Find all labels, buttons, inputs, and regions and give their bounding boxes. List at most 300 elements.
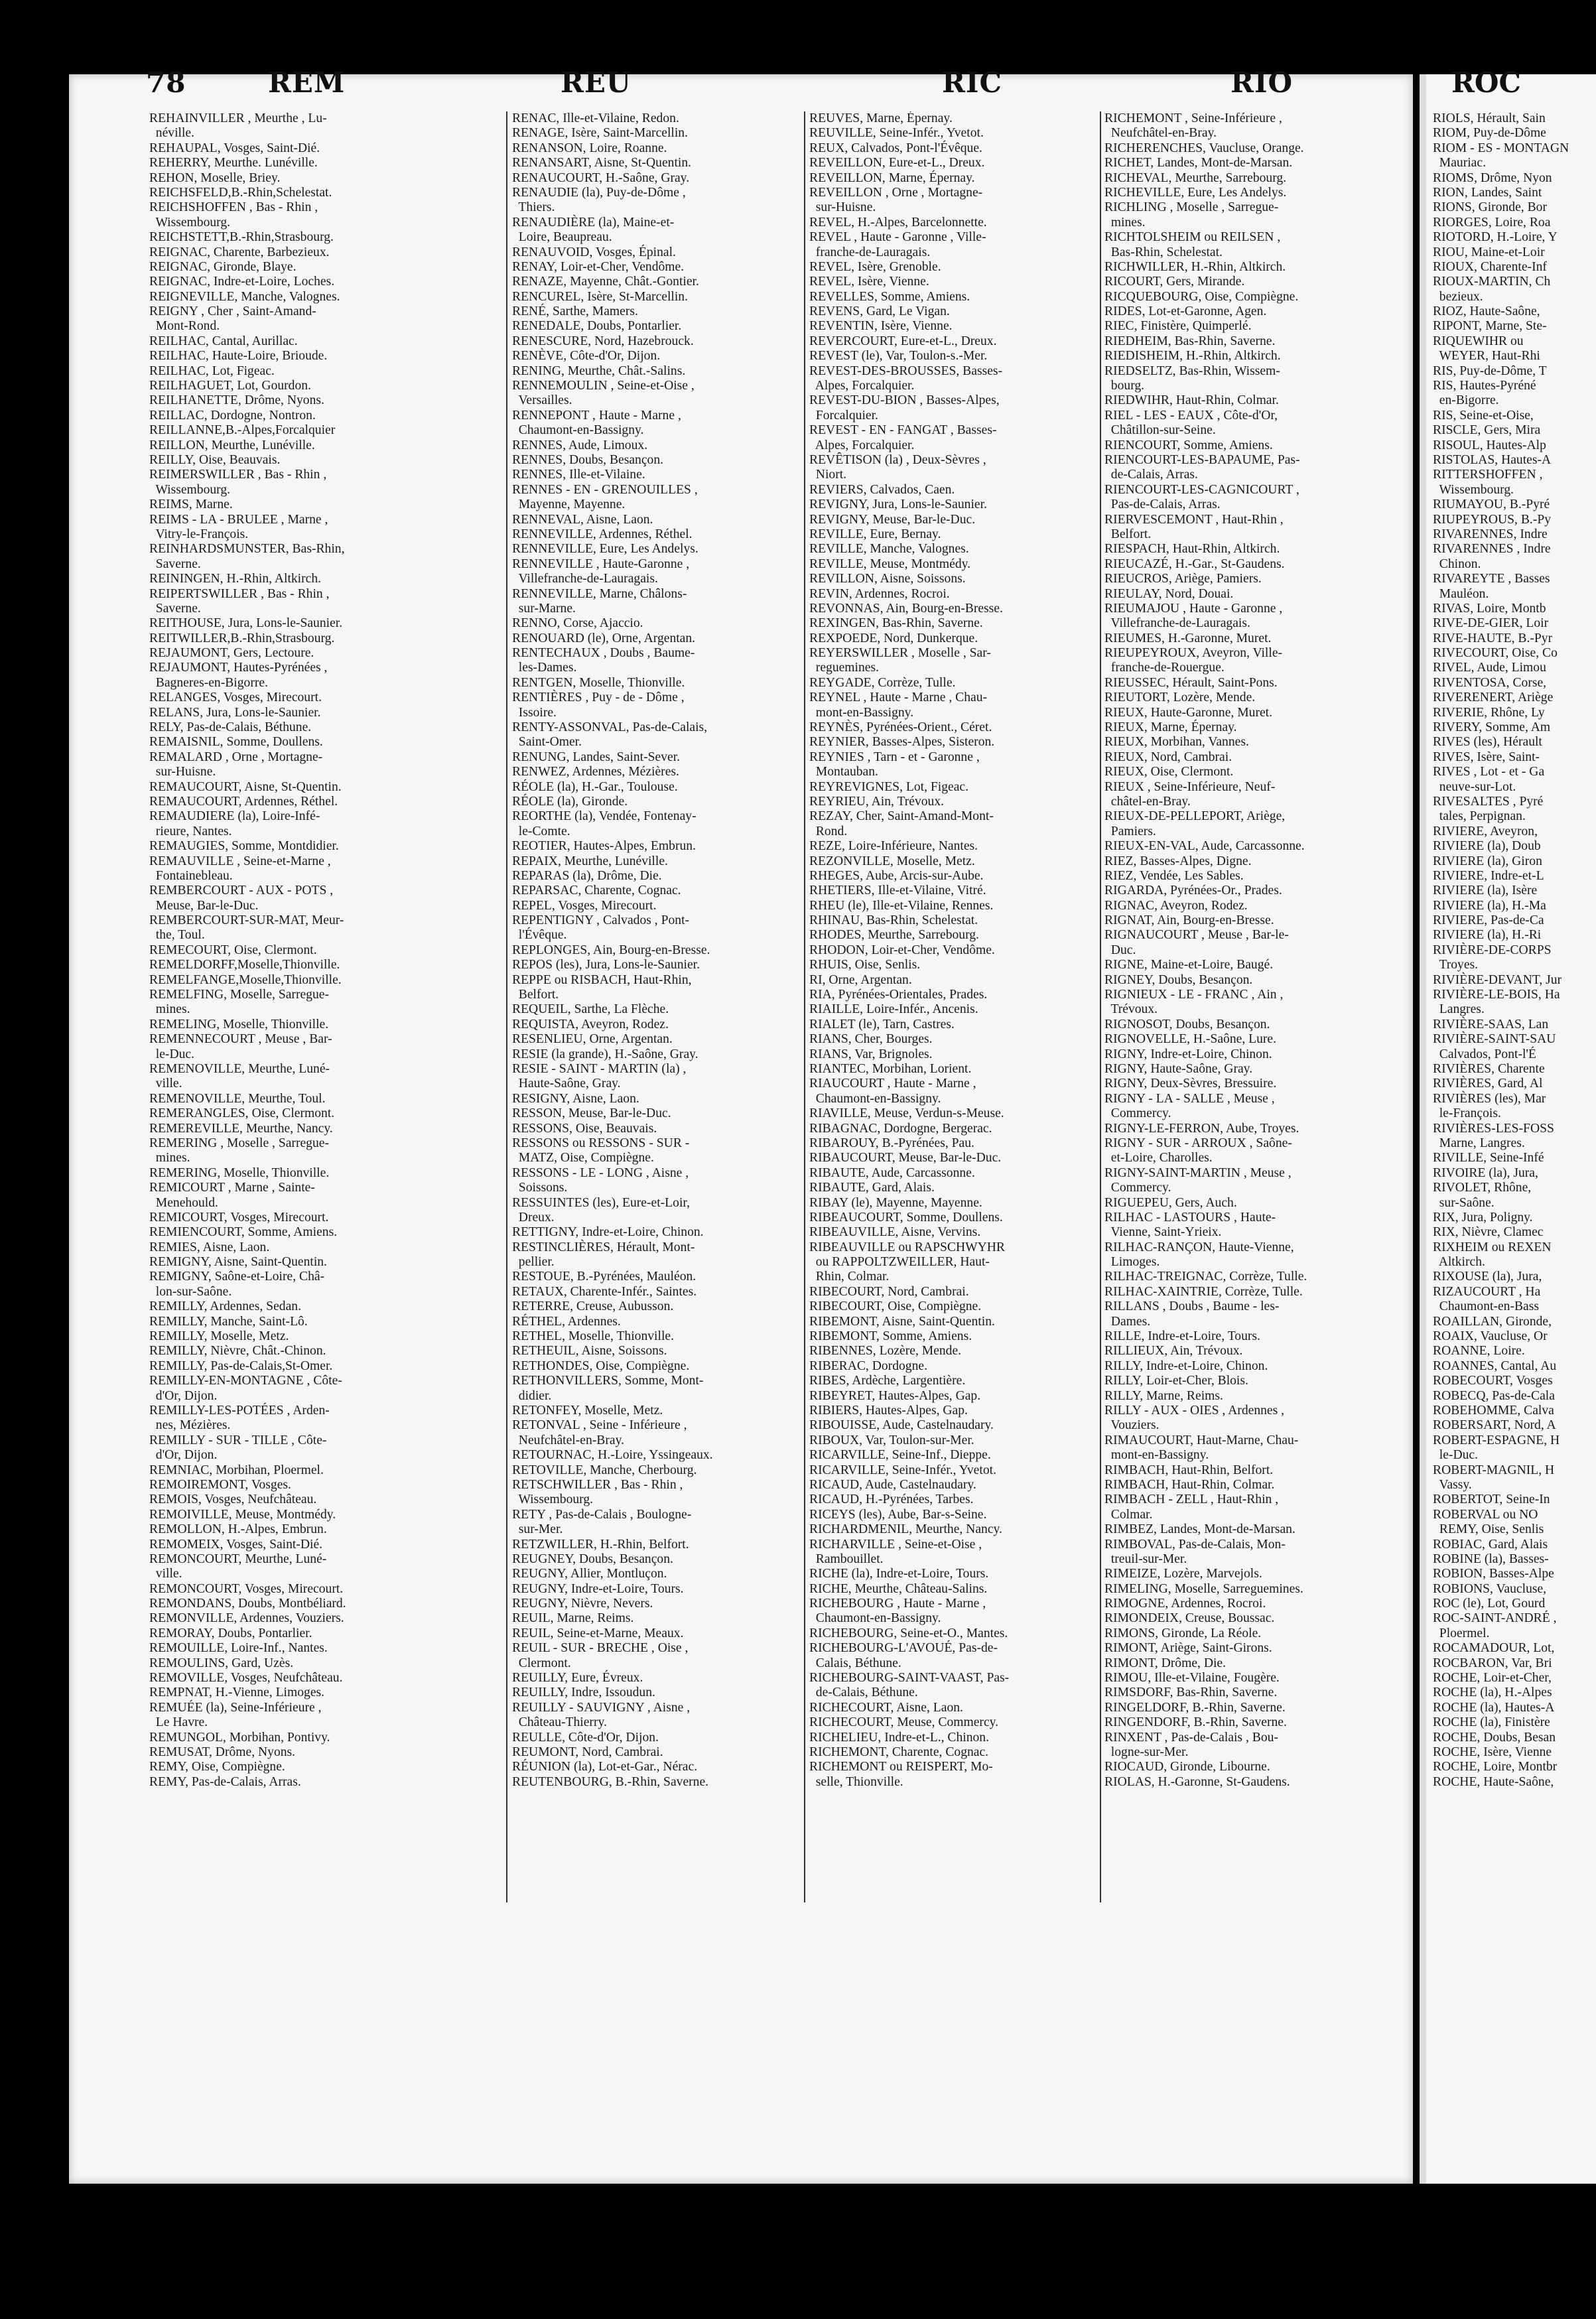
entry-line: REXPOEDE, Nord, Dunkerque. (809, 631, 978, 645)
entry-line: REIGNAC, Gironde, Blaye. (149, 259, 297, 274)
entry-line: RIVARENNES, Indre (1433, 527, 1548, 541)
entry-line: RIOU, Maine-et-Loir (1433, 245, 1545, 259)
entry-line: Mont-Rond. (149, 319, 220, 334)
entry-line: RENANSON, Loire, Roanne. (512, 141, 667, 155)
entry-line: REMBERCOURT-SUR-MAT, Meur- (149, 913, 344, 928)
adjacent-page-column (1433, 111, 1596, 1790)
entry-line: ROANNE, Loire. (1433, 1344, 1525, 1358)
entry-line: RIEUPEYROUX, Aveyron, Ville- (1104, 646, 1283, 661)
entry-line: RIVIÈRE-DE-CORPS (1433, 943, 1552, 957)
entry-line: ROC-SAINT-ANDRÉ , (1433, 1611, 1557, 1626)
entry-line: REITHOUSE, Jura, Lons-le-Saunier. (149, 616, 343, 631)
entry-line: REJAUMONT, Hautes-Pyrénées , (149, 661, 328, 675)
entry-line: ROBINE (la), Basses- (1433, 1552, 1549, 1566)
entry-line: néville. (149, 126, 195, 141)
entry-line: RELANGES, Vosges, Mirecourt. (149, 691, 322, 705)
entry-line: REMELFING, Moselle, Sarregue- (149, 988, 329, 1002)
entry-line: REMUSAT, Drôme, Nyons. (149, 1745, 296, 1759)
entry-line: RIMSDORF, Bas-Rhin, Saverne. (1104, 1686, 1278, 1700)
running-header-3: RIC (942, 66, 1002, 99)
entry-line: REMAUCOURT, Aisne, St-Quentin. (149, 779, 342, 794)
entry-line: REMONDANS, Doubs, Montbéliard. (149, 1597, 346, 1611)
entry-line: RENNEVILLE , Haute-Garonne , (512, 557, 690, 571)
entry-line: RIOUX, Charente-Inf (1433, 259, 1547, 274)
entry-line: RIVOLET, Rhône, (1433, 1181, 1532, 1195)
entry-line: REPAIX, Meurthe, Lunéville. (512, 854, 668, 868)
entry-line: RIVIERE, Aveyron, (1433, 824, 1538, 838)
entry-line: RENTECHAUX , Doubs , Baume- (512, 646, 695, 661)
entry-line: Wissembourg. (149, 482, 231, 497)
entry-line: RIVENTOSA, Corse, (1433, 675, 1547, 690)
entry-line: RIBECOURT, Nord, Cambrai. (809, 1284, 969, 1299)
entry-line: RIBAUTE, Aude, Carcassonne. (809, 1165, 975, 1180)
entry-line: RENNEPONT , Haute - Marne , (512, 408, 681, 423)
entry-line: Haute-Saône, Gray. (512, 1077, 621, 1091)
entry-line: REMUÉE (la), Seine-Inférieure , (149, 1700, 322, 1715)
entry-line: REVEST-DES-BROUSSES, Basses- (809, 364, 1003, 378)
entry-line: RIMEIZE, Lozère, Marvejols. (1104, 1567, 1262, 1581)
entry-line: RICHERENCHES, Vaucluse, Orange. (1104, 141, 1304, 155)
entry-line: REQUEIL, Sarthe, La Flèche. (512, 1002, 669, 1017)
entry-line: RIXHEIM ou REXEN (1433, 1240, 1552, 1254)
entry-line: le-Comte. (512, 824, 570, 838)
entry-line: RÉTHEL, Ardennes. (512, 1314, 621, 1329)
column-rule (804, 111, 805, 1902)
entry-line: Calvados, Pont-l'É (1433, 1047, 1536, 1061)
entry-line: ROCHE, Doubs, Besan (1433, 1730, 1556, 1745)
entry-line: RENNES, Ille-et-Vilaine. (512, 468, 645, 482)
entry-line: RESENLIEU, Orne, Argentan. (512, 1032, 673, 1047)
entry-line: REZE, Loire-Inférieure, Nantes. (809, 839, 978, 854)
entry-line: Chaumont-en-Bassigny. (809, 1611, 941, 1626)
entry-line: REYERSWILLER , Moselle , Sar- (809, 646, 991, 661)
entry-line: Le Havre. (149, 1715, 208, 1730)
entry-line: REMILLY-EN-MONTAGNE , Côte- (149, 1374, 342, 1388)
entry-line: RILLY, Marne, Reims. (1104, 1388, 1223, 1403)
entry-line: REIPERTSWILLER , Bas - Rhin , (149, 586, 330, 601)
entry-line: REILLANNE,B.-Alpes,Forcalquier (149, 423, 336, 438)
entry-line: ROBERT-MAGNIL, H (1433, 1463, 1555, 1477)
entry-line: tales, Perpignan. (1433, 809, 1526, 824)
entry-line: RIEUCAZÉ, H.-Gar., St-Gaudens. (1104, 557, 1285, 571)
entry-line: RICHEBOURG, Seine-et-O., Mantes. (809, 1626, 1008, 1640)
entry-line: Bagneres-en-Bigorre. (149, 675, 268, 690)
entry-line: RESSONS ou RESSONS - SUR - (512, 1136, 690, 1150)
entry-line: Belfort. (1104, 527, 1152, 541)
entry-line: Limoges. (1104, 1255, 1160, 1270)
entry-line: REUILLY, Eure, Évreux. (512, 1671, 643, 1686)
entry-line: RIENCOURT, Somme, Amiens. (1104, 438, 1273, 452)
entry-line: REMOUILLE, Loire-Inf., Nantes. (149, 1641, 328, 1656)
entry-line: RIBEAUCOURT, Somme, Doullens. (809, 1210, 1003, 1225)
entry-line: REVILLON, Aisne, Soissons. (809, 572, 966, 586)
entry-line: REINHARDSMUNSTER, Bas-Rhin, (149, 542, 345, 557)
entry-line: RESIGNY, Aisne, Laon. (512, 1091, 639, 1106)
entry-line: RIGUEPEU, Gers, Auch. (1104, 1195, 1237, 1210)
entry-line: sur-Marne. (512, 601, 576, 616)
entry-line: RIEUX, Haute-Garonne, Muret. (1104, 705, 1273, 720)
entry-line: RICHE (la), Indre-et-Loire, Tours. (809, 1567, 989, 1581)
entry-line: RIBEMONT, Aisne, Saint-Quentin. (809, 1314, 995, 1329)
entry-line: RHODON, Loir-et-Cher, Vendôme. (809, 943, 995, 957)
entry-line: RELY, Pas-de-Calais, Béthune. (149, 720, 312, 735)
entry-line: REMNIAC, Morbihan, Ploermel. (149, 1463, 324, 1477)
entry-line: REVONNAS, Ain, Bourg-en-Bresse. (809, 601, 1003, 616)
entry-line: Mauléon. (1433, 586, 1489, 601)
entry-line: Châtillon-sur-Seine. (1104, 423, 1216, 438)
entry-line: RENAZE, Mayenne, Chât.-Gontier. (512, 275, 699, 289)
entry-line: RHODES, Meurthe, Sarrebourg. (809, 928, 979, 943)
entry-line: RETSCHWILLER , Bas - Rhin , (512, 1477, 683, 1492)
entry-line: Duc. (1104, 943, 1136, 957)
entry-line: RIVE-DE-GIER, Loir (1433, 616, 1549, 631)
entry-line: RIDES, Lot-et-Garonne, Agen. (1104, 304, 1267, 319)
entry-line: REMOIVILLE, Meuse, Montmédy. (149, 1507, 336, 1522)
entry-line: RENNES, Aude, Limoux. (512, 438, 648, 452)
entry-line: Forcalquier. (809, 408, 878, 423)
entry-line: REYRIEU, Ain, Trévoux. (809, 794, 945, 809)
entry-line: RIEUX , Seine-Inférieure, Neuf- (1104, 779, 1276, 794)
entry-line: REMECOURT, Oise, Clermont. (149, 943, 317, 957)
entry-line: RÉOLE (la), H.-Gar., Toulouse. (512, 779, 678, 794)
running-header-4: RIO (1230, 66, 1294, 99)
entry-line: Troyes. (1433, 958, 1479, 972)
entry-line: ROBIONS, Vaucluse, (1433, 1581, 1547, 1596)
entry-line: RETERRE, Creuse, Aubusson. (512, 1299, 674, 1314)
entry-line: RIERVESCEMONT , Haut-Rhin , (1104, 512, 1284, 527)
entry-line: châtel-en-Bray. (1104, 794, 1191, 809)
entry-line: sur-Mer. (512, 1522, 563, 1537)
entry-line: REMOVILLE, Vosges, Neufchâteau. (149, 1671, 343, 1686)
entry-line: RESIE (la grande), H.-Saône, Gray. (512, 1047, 698, 1061)
entry-line: RIMOGNE, Ardennes, Rocroi. (1104, 1597, 1266, 1611)
entry-line: Calais, Béthune. (809, 1656, 901, 1670)
entry-line: RICHEMONT, Charente, Cognac. (809, 1745, 989, 1759)
entry-line: REUVES, Marne, Épernay. (809, 111, 953, 125)
entry-line: REVERCOURT, Eure-et-L., Dreux. (809, 334, 997, 348)
entry-line: REUIL, Marne, Reims. (512, 1611, 634, 1626)
entry-line: Mayenne, Mayenne. (512, 497, 626, 512)
entry-line: RIEZ, Basses-Alpes, Digne. (1104, 854, 1252, 868)
entry-line: RI, Orne, Argentan. (809, 972, 912, 987)
entry-line: RINGELDORF, B.-Rhin, Saverne. (1104, 1700, 1286, 1715)
entry-line: REVENS, Gard, Le Vigan. (809, 304, 950, 319)
entry-line: REMORAY, Doubs, Pontarlier. (149, 1626, 312, 1640)
entry-line: ROCHE (la), H.-Alpes (1433, 1686, 1552, 1700)
entry-line: REHAUPAL, Vosges, Saint-Dié. (149, 141, 320, 155)
entry-line: RIBAUCOURT, Meuse, Bar-le-Duc. (809, 1151, 1002, 1165)
entry-line: RIS, Hautes-Pyréné (1433, 379, 1536, 393)
entry-line: REVILLE, Meuse, Montmédy. (809, 557, 971, 571)
entry-line: REVILLE, Eure, Bernay. (809, 527, 941, 541)
entry-line: RIVERENERT, Ariège (1433, 691, 1554, 705)
entry-line: REMONVILLE, Ardennes, Vouziers. (149, 1611, 344, 1626)
entry-line: RIVIÈRES-LES-FOSS (1433, 1121, 1554, 1136)
entry-line: mines. (149, 1002, 190, 1017)
entry-line: Commercy. (1104, 1181, 1171, 1195)
entry-line: WEYER, Haut-Rhi (1433, 349, 1540, 364)
entry-line: logne-sur-Mer. (1104, 1745, 1189, 1759)
entry-line: REMERING , Moselle , Sarregue- (149, 1136, 329, 1150)
entry-line: RIBENNES, Lozère, Mende. (809, 1344, 962, 1358)
entry-line: RETONFEY, Moselle, Metz. (512, 1403, 663, 1418)
entry-line: RICHEBOURG-L'AVOUÉ, Pas-de- (809, 1641, 998, 1656)
entry-line: RENCUREL, Isère, St-Marcellin. (512, 289, 689, 304)
entry-line: REMILLY, Manche, Saint-Lô. (149, 1314, 308, 1329)
entry-line: REUVILLE, Seine-Infér., Yvetot. (809, 126, 984, 141)
entry-line: ROAILLAN, Gironde, (1433, 1314, 1552, 1329)
entry-line: RESTINCLIÈRES, Hérault, Mont- (512, 1240, 695, 1254)
entry-line: RIOM - ES - MONTAGN (1433, 141, 1569, 155)
entry-line: REPARAS (la), Drôme, Die. (512, 868, 662, 883)
entry-line: RENAC, Ille-et-Vilaine, Redon. (512, 111, 679, 125)
entry-line: RIEDISHEIM, H.-Rhin, Altkirch. (1104, 349, 1281, 364)
entry-line: RIVES, Isère, Saint- (1433, 750, 1540, 764)
entry-line: RIVIÈRE-SAINT-SAU (1433, 1032, 1556, 1047)
entry-line: RISCLE, Gers, Mira (1433, 423, 1541, 438)
entry-line: ROCBARON, Var, Bri (1433, 1656, 1552, 1670)
entry-line: REMOMEIX, Vosges, Saint-Dié. (149, 1537, 323, 1552)
entry-line: RIVIÈRES (les), Mar (1433, 1091, 1546, 1106)
gazetteer-column-2 (512, 111, 804, 1790)
entry-line: Soissons. (512, 1181, 568, 1195)
entry-line: ROBERTOT, Seine-In (1433, 1492, 1550, 1507)
entry-line: RICHEVAL, Meurthe, Sarrebourg. (1104, 170, 1287, 185)
entry-line: RIOCAUD, Gironde, Libourne. (1104, 1760, 1270, 1774)
entry-line: RETOVILLE, Manche, Cherbourg. (512, 1463, 697, 1477)
entry-line: treuil-sur-Mer. (1104, 1552, 1187, 1566)
entry-line: REMILLY - SUR - TILLE , Côte- (149, 1433, 327, 1447)
entry-line: REIMS - LA - BRULEE , Marne , (149, 512, 328, 527)
entry-line: RENWEZ, Ardennes, Mézières. (512, 765, 679, 779)
entry-line: REMENOVILLE, Meurthe, Toul. (149, 1091, 326, 1106)
entry-line: d'Or, Dijon. (149, 1388, 218, 1403)
entry-line: RIVIERE, Indre-et-L (1433, 868, 1544, 883)
entry-line: RENAUDIE (la), Puy-de-Dôme , (512, 185, 686, 200)
entry-line: REVEST-DU-BION , Basses-Alpes, (809, 393, 1000, 408)
entry-line: RENTY-ASSONVAL, Pas-de-Calais, (512, 720, 708, 735)
entry-line: RENNEMOULIN , Seine-et-Oise , (512, 379, 695, 393)
entry-line: RELANS, Jura, Lons-le-Saunier. (149, 705, 321, 720)
entry-line: Altkirch. (1433, 1255, 1485, 1270)
entry-line: the, Toul. (149, 928, 205, 943)
entry-line: RIGARDA, Pyrénées-Or., Prades. (1104, 884, 1282, 898)
entry-line: RIVEL, Aude, Limou (1433, 661, 1546, 675)
entry-line: RICHTOLSHEIM ou REILSEN , (1104, 230, 1281, 245)
entry-line: RIBAY (le), Mayenne, Mayenne. (809, 1195, 982, 1210)
entry-line: REPLONGES, Ain, Bourg-en-Bresse. (512, 943, 710, 957)
entry-line: RIPONT, Marne, Ste- (1433, 319, 1547, 334)
entry-line: RIAILLE, Loire-Infér., Ancenis. (809, 1002, 978, 1017)
entry-line: ROBECOURT, Vosges (1433, 1374, 1553, 1388)
entry-line: REIGNEVILLE, Manche, Valognes. (149, 289, 340, 304)
entry-line: RENNEVAL, Aisne, Laon. (512, 512, 653, 527)
gazetteer-column-1 (149, 111, 501, 1790)
entry-line: RICHEVILLE, Eure, Les Andelys. (1104, 185, 1287, 200)
entry-line: Vassy. (1433, 1477, 1472, 1492)
entry-line: REHERRY, Meurthe. Lunéville. (149, 156, 318, 170)
entry-line: RICARVILLE, Seine-Infér., Yvetot. (809, 1463, 996, 1477)
entry-line: REMAUDIERE (la), Loire-Infé- (149, 809, 320, 824)
entry-line: RIVIÈRE-SAAS, Lan (1433, 1017, 1549, 1031)
entry-line: REYGADE, Corrèze, Tulle. (809, 675, 956, 690)
entry-line: REMIES, Aisne, Laon. (149, 1240, 270, 1254)
entry-line: reguemines. (809, 661, 880, 675)
entry-line: REUILLY - SAUVIGNY , Aisne , (512, 1700, 691, 1715)
entry-line: RIESPACH, Haut-Rhin, Altkirch. (1104, 542, 1280, 557)
entry-line: Chaumont-en-Bassigny. (512, 423, 644, 438)
entry-line: Chaumont-en-Bass (1433, 1299, 1539, 1314)
entry-line: RICARVILLE, Seine-Inf., Dieppe. (809, 1448, 991, 1463)
entry-line: Dames. (1104, 1314, 1151, 1329)
entry-line: RIBIERS, Hautes-Alpes, Gap. (809, 1403, 968, 1418)
entry-line: REZAY, Cher, Saint-Amand-Mont- (809, 809, 994, 824)
entry-line: RHUIS, Oise, Senlis. (809, 958, 921, 972)
page-gutter (1420, 74, 1426, 2184)
entry-line: RIGNE, Maine-et-Loire, Baugé. (1104, 958, 1274, 972)
entry-line: REUMONT, Nord, Cambrai. (512, 1745, 663, 1759)
entry-line: franche-de-Rouergue. (1104, 661, 1225, 675)
entry-line: RETOURNAC, H.-Loire, Yssingeaux. (512, 1448, 713, 1463)
entry-line: RIUPEYROUS, B.-Py (1433, 512, 1552, 527)
entry-line: Clermont. (512, 1656, 571, 1670)
entry-line: RIEDSELTZ, Bas-Rhin, Wissem- (1104, 364, 1280, 378)
entry-line: REILHAC, Haute-Loire, Brioude. (149, 349, 328, 364)
entry-line: REXINGEN, Bas-Rhin, Saverne. (809, 616, 983, 631)
entry-line: REZONVILLE, Moselle, Metz. (809, 854, 975, 868)
entry-line: RENING, Meurthe, Chât.-Salins. (512, 364, 686, 378)
entry-line: RIVES , Lot - et - Ga (1433, 765, 1545, 779)
entry-line: REMERANGLES, Oise, Clermont. (149, 1106, 335, 1121)
entry-line: RILLY - AUX - OIES , Ardennes , (1104, 1403, 1285, 1418)
entry-line: RIEL - LES - EAUX , Côte-d'Or, (1104, 408, 1278, 423)
entry-line: RION, Landes, Saint (1433, 185, 1542, 200)
entry-line: Trévoux. (1104, 1002, 1158, 1017)
entry-line: REVIERS, Calvados, Caen. (809, 482, 955, 497)
entry-line: RIEDWIHR, Haut-Rhin, Colmar. (1104, 393, 1279, 408)
entry-line: RIVIÈRE-LE-BOIS, Ha (1433, 988, 1560, 1002)
entry-line: Rond. (809, 824, 848, 838)
entry-line: REVÊTISON (la) , Deux-Sèvres , (809, 452, 986, 467)
entry-line: pellier. (512, 1255, 555, 1270)
entry-line: REMONCOURT, Meurthe, Luné- (149, 1552, 327, 1566)
entry-line: RILHAC-RANÇON, Haute-Vienne, (1104, 1240, 1294, 1254)
entry-line: Versailles. (512, 393, 572, 408)
entry-line: REMEREVILLE, Meurthe, Nancy. (149, 1121, 333, 1136)
entry-line: Chinon. (1433, 557, 1481, 571)
entry-line: franche-de-Lauragais. (809, 245, 931, 259)
entry-line: Alpes, Forcalquier. (809, 379, 915, 393)
entry-line: RICHELIEU, Indre-et-L., Chinon. (809, 1730, 989, 1745)
entry-line: RIMBACH - ZELL , Haut-Rhin , (1104, 1492, 1279, 1507)
entry-line: ROBEHOMME, Calva (1433, 1403, 1554, 1418)
entry-line: RIVERY, Somme, Am (1433, 720, 1551, 735)
entry-line: RICHARDMENIL, Meurthe, Nancy. (809, 1522, 1002, 1537)
entry-line: bourg. (1104, 379, 1145, 393)
entry-line: RÉUNION (la), Lot-et-Gar., Nérac. (512, 1760, 698, 1774)
entry-line: RICHARVILLE , Seine-et-Oise , (809, 1537, 982, 1552)
entry-line: RIVOIRE (la), Jura, (1433, 1165, 1538, 1180)
entry-line: REQUISTA, Aveyron, Rodez. (512, 1017, 669, 1031)
entry-line: RICHWILLER, H.-Rhin, Altkirch. (1104, 259, 1286, 274)
entry-line: RIZAUCOURT , Ha (1433, 1284, 1541, 1299)
entry-line: RICHEMONT , Seine-Inférieure , (1104, 111, 1282, 125)
entry-line: Villefranche-de-Lauragais. (512, 572, 658, 586)
entry-line: ROBERVAL ou NO (1433, 1507, 1538, 1522)
entry-line: Mauriac. (1433, 156, 1486, 170)
entry-line: RETTIGNY, Indre-et-Loire, Chinon. (512, 1225, 704, 1240)
entry-line: Vienne, Saint-Yrieix. (1104, 1225, 1222, 1240)
entry-line: REMIGNY, Aisne, Saint-Quentin. (149, 1255, 327, 1270)
entry-line: RICOURT, Gers, Mirande. (1104, 275, 1245, 289)
entry-line: REIMERSWILLER , Bas - Rhin , (149, 468, 327, 482)
entry-line: REIGNAC, Charente, Barbezieux. (149, 245, 330, 259)
entry-line: selle, Thionville. (809, 1774, 903, 1789)
entry-line: de-Calais, Arras. (1104, 468, 1198, 482)
entry-line: RIOZ, Haute-Saône, (1433, 304, 1540, 319)
entry-line: ROBECQ, Pas-de-Cala (1433, 1388, 1555, 1403)
entry-line: REMICOURT , Marne , Sainte- (149, 1181, 315, 1195)
entry-line: RENNES - EN - GRENOUILLES , (512, 482, 698, 497)
entry-line: mont-en-Bassigny. (1104, 1448, 1209, 1463)
entry-line: RENEDALE, Doubs, Pontarlier. (512, 319, 682, 334)
entry-line: RENESCURE, Nord, Hazebrouck. (512, 334, 694, 348)
entry-line: RIMONS, Gironde, La Réole. (1104, 1626, 1262, 1640)
entry-line: RILLIEUX, Ain, Trévoux. (1104, 1344, 1243, 1358)
entry-line: RENNO, Corse, Ajaccio. (512, 616, 643, 631)
entry-line: RIOUX-MARTIN, Ch (1433, 275, 1551, 289)
entry-line: ROCHE (la), Hautes-A (1433, 1700, 1555, 1715)
entry-line: RENÈVE, Côte-d'Or, Dijon. (512, 349, 661, 364)
entry-line: REUIL, Seine-et-Marne, Meaux. (512, 1626, 684, 1640)
entry-line: REMOULINS, Gard, Uzès. (149, 1656, 294, 1670)
entry-line: Wissembourg. (1433, 482, 1514, 497)
entry-line: RIGNOSOT, Doubs, Besançon. (1104, 1017, 1270, 1031)
entry-line: mont-en-Bassigny. (809, 705, 914, 720)
entry-line: REOTIER, Hautes-Alpes, Embrun. (512, 839, 696, 854)
entry-line: RILHAC - LASTOURS , Haute- (1104, 1210, 1276, 1225)
entry-line: Alpes, Forcalquier. (809, 438, 915, 452)
entry-line: RICAUD, Aude, Castelnaudary. (809, 1477, 976, 1492)
entry-line: REUGNEY, Doubs, Besançon. (512, 1552, 673, 1566)
entry-line: REVENTIN, Isère, Vienne. (809, 319, 953, 334)
entry-line: Vouziers. (1104, 1418, 1160, 1433)
entry-line: REITWILLER,B.-Rhin,Strasbourg. (149, 631, 335, 645)
entry-line: Fontainebleau. (149, 868, 233, 883)
entry-line: RIEUX-DE-PELLEPORT, Ariège, (1104, 809, 1286, 824)
entry-line: Langres. (1433, 1002, 1485, 1017)
entry-line: RINXENT , Pas-de-Calais , Bou- (1104, 1730, 1278, 1745)
entry-line: Meuse, Bar-le-Duc. (149, 898, 259, 913)
entry-line: Chaumont-en-Bassigny. (809, 1091, 941, 1106)
entry-line: RIEC, Finistère, Quimperlé. (1104, 319, 1252, 334)
entry-line: RIALET (le), Tarn, Castres. (809, 1017, 955, 1031)
entry-line: REIMS, Marne. (149, 497, 233, 512)
entry-line: RHETIERS, Ille-et-Vilaine, Vitré. (809, 884, 986, 898)
entry-line: RIVESALTES , Pyré (1433, 794, 1544, 809)
entry-line: RETONVAL , Seine - Inférieure , (512, 1418, 687, 1433)
entry-line: Montauban. (809, 765, 878, 779)
entry-line: REVIN, Ardennes, Rocroi. (809, 586, 950, 601)
entry-line: RIVIÈRES, Charente (1433, 1062, 1545, 1076)
entry-line: RIORGES, Loire, Roa (1433, 215, 1551, 230)
entry-line: RETHONDES, Oise, Compiègne. (512, 1358, 690, 1373)
entry-line: RIEUSSEC, Hérault, Saint-Pons. (1104, 675, 1278, 690)
entry-line: RIVIERE (la), H.-Ri (1433, 928, 1542, 943)
entry-line: REILHAGUET, Lot, Gourdon. (149, 379, 311, 393)
entry-line: Wissembourg. (512, 1492, 594, 1507)
entry-line: RIOLAS, H.-Garonne, St-Gaudens. (1104, 1774, 1290, 1789)
